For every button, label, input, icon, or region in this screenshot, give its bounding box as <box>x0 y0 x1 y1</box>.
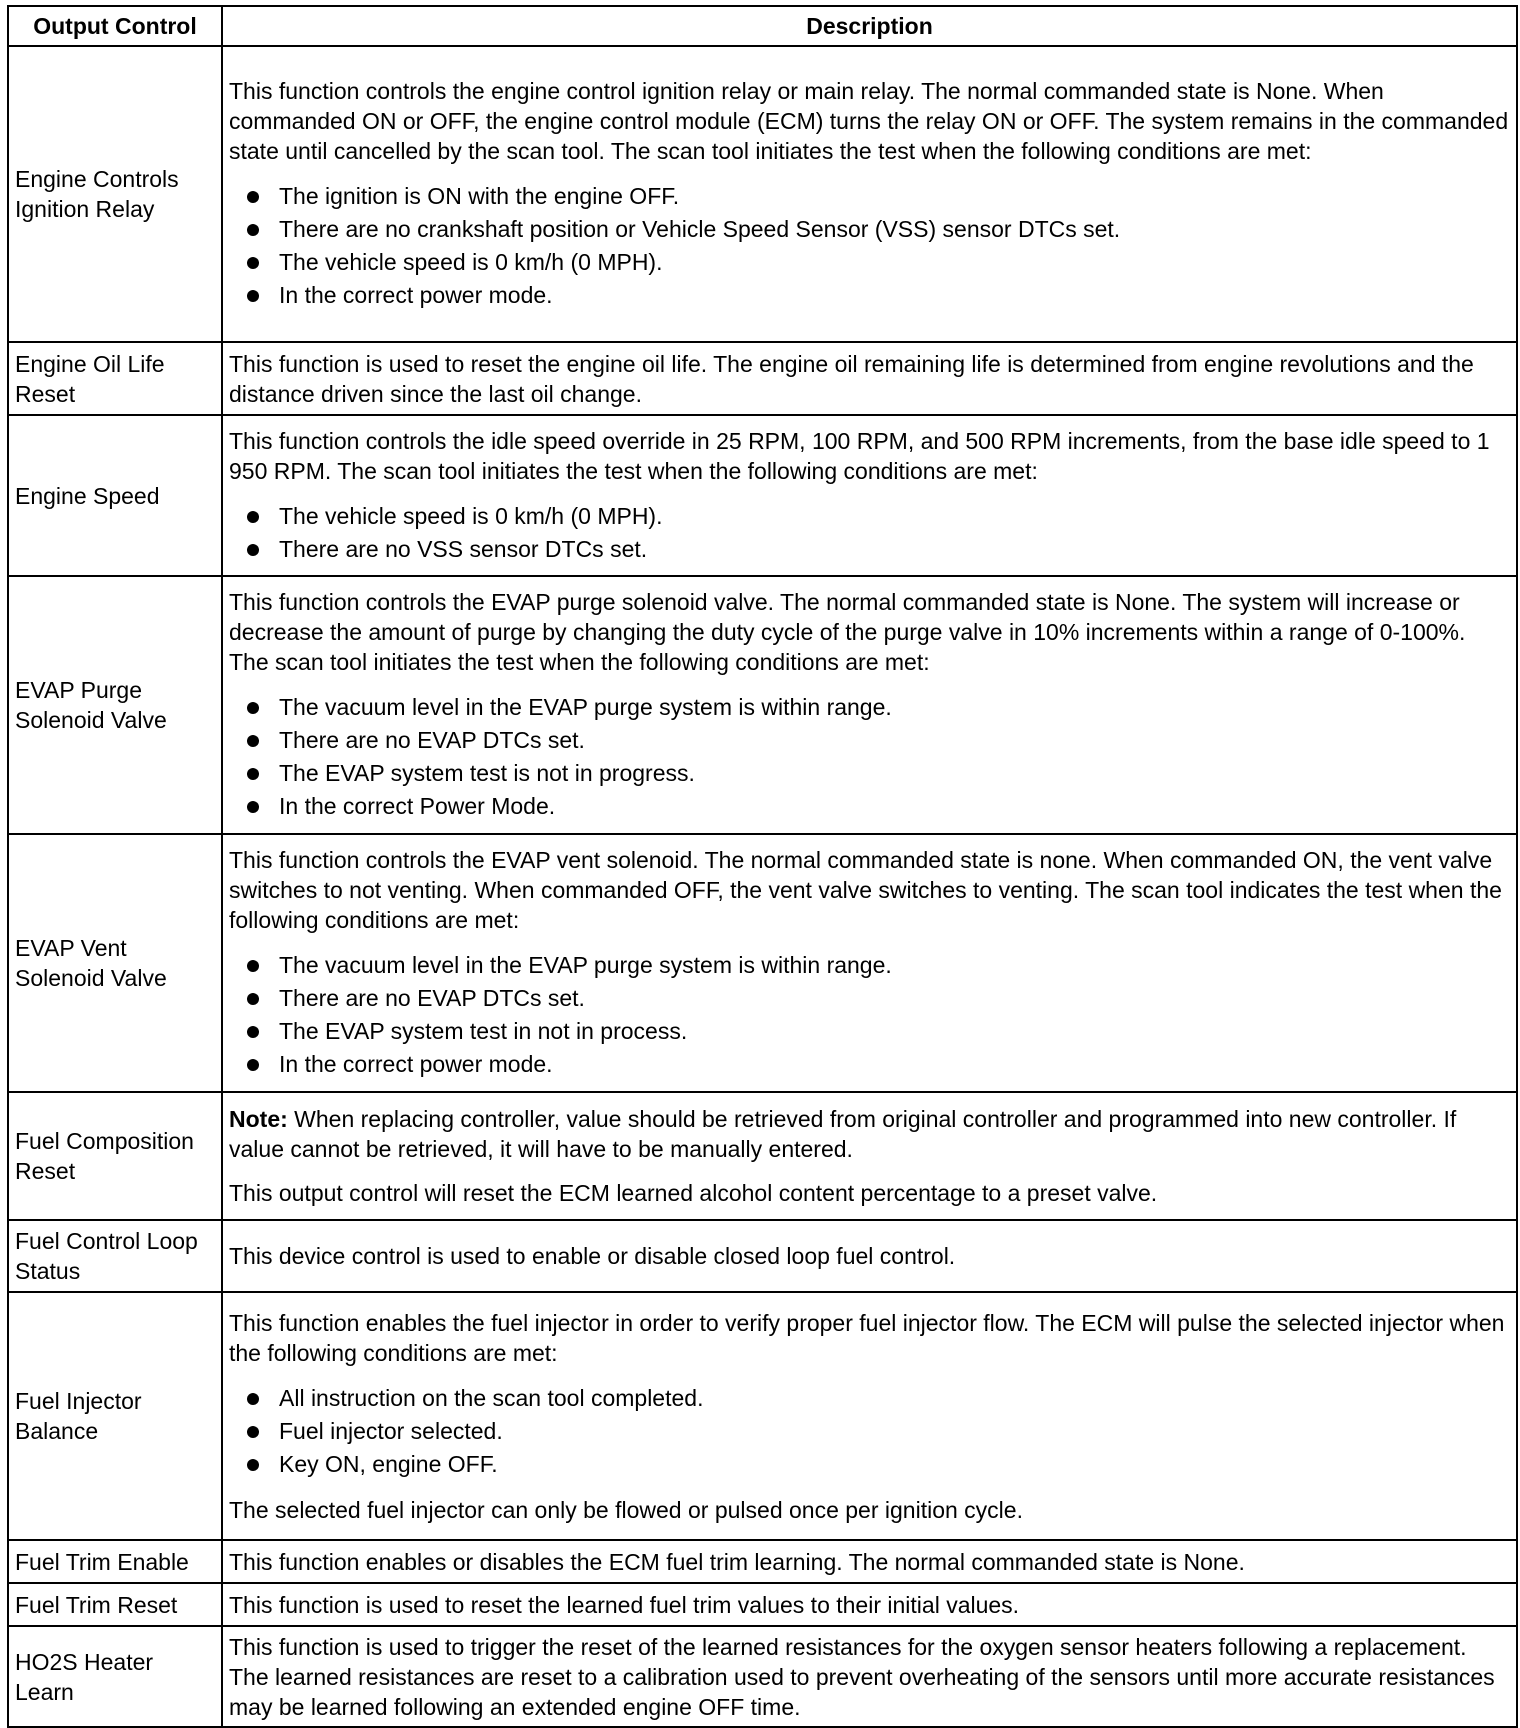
table-row <box>8 1626 1517 1727</box>
bullet-icon <box>247 735 259 747</box>
table-row <box>8 46 1517 342</box>
table-row <box>8 834 1517 1092</box>
description-text: This function is used to reset the learned fuel trim values to their initial values. <box>229 1591 1020 1618</box>
row-label: Fuel Trim Reset <box>8 1583 222 1626</box>
row-description <box>222 1626 1517 1727</box>
output-control-table <box>7 5 1518 1728</box>
list-item: Fuel injector selected. <box>247 1415 1510 1448</box>
list-item: There are no crankshaft position or Vehicle Speed Sensor (VSS) sensor DTCs set. <box>247 213 1510 246</box>
list-item: There are no EVAP DTCs set. <box>247 982 1510 1015</box>
row-description <box>222 1540 1517 1583</box>
header-description: Description <box>222 6 1517 46</box>
list-item: The vehicle speed is 0 km/h (0 MPH). <box>247 500 1510 533</box>
description-text: The selected fuel injector can only be flowed or pulsed once per ignition cycle. <box>229 1496 1023 1523</box>
list-item: The ignition is ON with the engine OFF. <box>247 180 1510 213</box>
row-label: Engine Controls Ignition Relay <box>8 46 222 342</box>
list-item: The vacuum level in the EVAP purge system is within range. <box>247 949 1510 982</box>
bullet-icon <box>247 544 259 556</box>
bullet-icon <box>247 257 259 269</box>
description-text: This function controls the engine control ignition relay or main relay. The normal commanded state is None. When commanded ON or OFF, the engine control module (ECM) turns the relay ON or OFF. The system remains in the commanded state until cancelled by the scan tool. The scan tool initiates the test when the following conditions are met: <box>229 78 1509 164</box>
bullet-icon <box>247 960 259 972</box>
condition-list <box>229 180 1510 312</box>
table-row <box>8 1540 1517 1583</box>
list-item: In the correct power mode. <box>247 279 1510 312</box>
row-description <box>222 342 1517 415</box>
row-description <box>222 576 1517 834</box>
list-item: The EVAP system test is not in progress. <box>247 757 1510 790</box>
condition-list <box>229 500 1510 566</box>
row-description <box>222 1220 1517 1292</box>
row-label: Engine Speed <box>8 415 222 576</box>
description-text: This function is used to reset the engine oil life. The engine oil remaining life is determined from engine revolutions and the distance driven since the last oil change. <box>229 350 1474 407</box>
header-row <box>8 6 1517 46</box>
bullet-icon <box>247 511 259 523</box>
row-label: Engine Oil Life Reset <box>8 342 222 415</box>
bullet-icon <box>247 1459 259 1471</box>
row-description <box>222 415 1517 576</box>
table-row <box>8 1220 1517 1292</box>
description-text: This device control is used to enable or disable closed loop fuel control. <box>229 1243 956 1269</box>
bullet-icon <box>247 1393 259 1405</box>
note-text: Note: When replacing controller, value should be retrieved from original controller and programmed into new controller. If value cannot be retrieved, it will have to be manually entered. <box>229 1106 1457 1162</box>
bullet-icon <box>247 1059 259 1071</box>
bullet-icon <box>247 1026 259 1038</box>
row-description <box>222 834 1517 1092</box>
condition-list <box>229 691 1510 823</box>
table-row <box>8 576 1517 834</box>
description-text: This function controls the EVAP purge solenoid valve. The normal commanded state is None. The system will increase or decrease the amount of purge by changing the duty cycle of the purge valve in 10% increments within a range of 0-100%. The scan tool initiates the test when the following conditions are met: <box>229 589 1466 675</box>
list-item: The vacuum level in the EVAP purge system is within range. <box>247 691 1510 724</box>
list-item: In the correct power mode. <box>247 1048 1510 1081</box>
table-row <box>8 1583 1517 1626</box>
list-item: All instruction on the scan tool completed. <box>247 1382 1510 1415</box>
row-label: HO2S Heater Learn <box>8 1626 222 1727</box>
description-text: This function is used to trigger the reset of the learned resistances for the oxygen sensor heaters following a replacement. The learned resistances are reset to a calibration used to prevent overheating of the sensors until more accurate resistances may be learned following an extended engine OFF time. <box>229 1633 1495 1720</box>
condition-list <box>229 1382 1510 1481</box>
list-item: Key ON, engine OFF. <box>247 1448 1510 1481</box>
bullet-icon <box>247 290 259 302</box>
bullet-icon <box>247 224 259 236</box>
description-text: This output control will reset the ECM learned alcohol content percentage to a preset valve. <box>229 1180 1158 1206</box>
row-label: EVAP Purge Solenoid Valve <box>8 576 222 834</box>
condition-list <box>229 949 1510 1081</box>
bullet-icon <box>247 801 259 813</box>
row-description <box>222 1292 1517 1540</box>
description-text: This function enables the fuel injector in order to verify proper fuel injector flow. The ECM will pulse the selected injector when the following conditions are met: <box>229 1309 1505 1366</box>
description-text: This function controls the EVAP vent solenoid. The normal commanded state is none. When commanded ON, the vent valve switches to not venting. When commanded OFF, the vent valve switches to venting. The scan tool indicates the test when the following conditions are met: <box>229 847 1502 933</box>
table-row <box>8 415 1517 576</box>
row-description <box>222 46 1517 342</box>
description-text: This function controls the idle speed override in 25 RPM, 100 RPM, and 500 RPM increments, from the base idle speed to 1 950 RPM. The scan tool initiates the test when the following conditions are met: <box>229 427 1490 484</box>
bullet-icon <box>247 1426 259 1438</box>
table-row <box>8 1292 1517 1540</box>
list-item: There are no EVAP DTCs set. <box>247 724 1510 757</box>
list-item: The vehicle speed is 0 km/h (0 MPH). <box>247 246 1510 279</box>
row-description <box>222 1583 1517 1626</box>
row-label: Fuel Trim Enable <box>8 1540 222 1583</box>
bullet-icon <box>247 702 259 714</box>
bullet-icon <box>247 768 259 780</box>
row-label: EVAP Vent Solenoid Valve <box>8 834 222 1092</box>
bullet-icon <box>247 993 259 1005</box>
row-label: Fuel Control Loop Status <box>8 1220 222 1292</box>
header-output-control: Output Control <box>8 6 222 46</box>
bullet-icon <box>247 191 259 203</box>
row-description <box>222 1092 1517 1220</box>
row-label: Fuel Injector Balance <box>8 1292 222 1540</box>
list-item: In the correct Power Mode. <box>247 790 1510 823</box>
table-row <box>8 342 1517 415</box>
table-row <box>8 1092 1517 1220</box>
list-item: The EVAP system test in not in process. <box>247 1015 1510 1048</box>
row-label: Fuel Composition Reset <box>8 1092 222 1220</box>
note-label: Note: <box>229 1106 288 1132</box>
description-text: This function enables or disables the ECM fuel trim learning. The normal commanded state is None. <box>229 1548 1245 1575</box>
list-item: There are no VSS sensor DTCs set. <box>247 533 1510 566</box>
